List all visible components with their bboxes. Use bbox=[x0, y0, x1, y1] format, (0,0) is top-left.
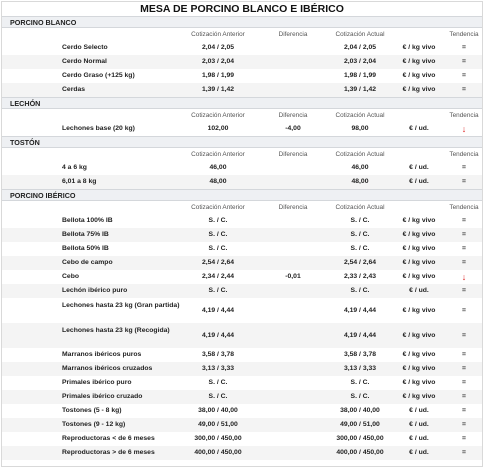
trend-indicator: = bbox=[462, 332, 466, 339]
section-porcino-iberico bbox=[2, 189, 482, 460]
price-unit: € / kg vivo bbox=[402, 231, 436, 238]
trend-indicator: = bbox=[462, 58, 466, 65]
product-name: 6,01 a 8 kg bbox=[62, 178, 97, 185]
header-cotizacion-actual: Cotización Actual bbox=[335, 204, 385, 211]
trend-indicator: = bbox=[462, 365, 466, 372]
current-price: 2,04 / 2,05 bbox=[343, 44, 377, 51]
header-diferencia: Diferencia bbox=[278, 31, 308, 38]
table-row bbox=[2, 284, 482, 298]
previous-price: 3,58 / 3,78 bbox=[201, 351, 235, 358]
product-name: Bellota 50% IB bbox=[62, 245, 109, 252]
table-row bbox=[2, 242, 482, 256]
price-board bbox=[1, 1, 483, 467]
trend-indicator: = bbox=[462, 351, 466, 358]
current-price: 38,00 / 40,00 bbox=[340, 407, 380, 414]
price-difference bbox=[256, 418, 330, 432]
price-difference: -4,00 bbox=[285, 125, 301, 132]
current-price: S. / C. bbox=[350, 217, 370, 224]
previous-price: 2,34 / 2,44 bbox=[201, 273, 235, 280]
trend-indicator: = bbox=[462, 44, 466, 51]
table-row bbox=[2, 323, 482, 348]
table-row bbox=[2, 298, 482, 323]
previous-price: 2,04 / 2,05 bbox=[201, 44, 235, 51]
price-difference bbox=[256, 298, 330, 323]
previous-price: 38,00 / 40,00 bbox=[198, 407, 238, 414]
current-price: 46,00 bbox=[351, 164, 369, 171]
product-name: Primales ibérico cruzado bbox=[62, 393, 143, 400]
current-price: 49,00 / 51,00 bbox=[340, 421, 380, 428]
header-cotizacion-actual: Cotización Actual bbox=[335, 31, 385, 38]
page-title: MESA DE PORCINO BLANCO E IBÉRICO bbox=[140, 3, 344, 15]
table-row bbox=[2, 41, 482, 55]
table-row bbox=[2, 432, 482, 446]
price-difference bbox=[256, 242, 330, 256]
price-unit: € / ud. bbox=[409, 435, 429, 442]
section-porcino-blanco bbox=[2, 16, 482, 97]
price-difference bbox=[256, 214, 330, 228]
price-difference bbox=[256, 228, 330, 242]
price-difference bbox=[256, 390, 330, 404]
previous-price: S. / C. bbox=[208, 231, 228, 238]
price-difference bbox=[256, 362, 330, 376]
previous-price: 300,00 / 450,00 bbox=[194, 435, 242, 442]
price-unit: € / kg vivo bbox=[402, 86, 436, 93]
previous-price: 46,00 bbox=[209, 164, 227, 171]
price-difference bbox=[256, 323, 330, 348]
price-difference: -0,01 bbox=[285, 273, 301, 280]
current-price: 4,19 / 4,44 bbox=[343, 307, 377, 314]
previous-price: S. / C. bbox=[208, 245, 228, 252]
previous-price: 1,39 / 1,42 bbox=[201, 86, 235, 93]
trend-indicator: = bbox=[462, 287, 466, 294]
trend-indicator: = bbox=[462, 435, 466, 442]
product-name: Cerdo Selecto bbox=[62, 44, 108, 51]
previous-price: 49,00 / 51,00 bbox=[198, 421, 238, 428]
product-name: Marranos ibéricos puros bbox=[62, 351, 142, 358]
table-row bbox=[2, 270, 482, 284]
table-row bbox=[2, 362, 482, 376]
trend-indicator: = bbox=[462, 421, 466, 428]
table-row bbox=[2, 175, 482, 189]
price-difference bbox=[256, 256, 330, 270]
current-price: S. / C. bbox=[350, 379, 370, 386]
previous-price: 4,19 / 4,44 bbox=[201, 307, 235, 314]
table-row bbox=[2, 446, 482, 460]
previous-price: S. / C. bbox=[208, 287, 228, 294]
price-difference bbox=[256, 348, 330, 362]
price-difference bbox=[256, 175, 330, 189]
trend-indicator: = bbox=[462, 231, 466, 238]
price-unit: € / ud. bbox=[409, 287, 429, 294]
price-unit: € / kg vivo bbox=[402, 332, 436, 339]
trend-indicator: = bbox=[462, 307, 466, 314]
product-name: Lechones hasta 23 kg (Recogida) bbox=[62, 327, 170, 334]
price-unit: € / kg vivo bbox=[402, 58, 436, 65]
table-row bbox=[2, 404, 482, 418]
column-header-row bbox=[2, 109, 482, 122]
trend-indicator: = bbox=[462, 164, 466, 171]
previous-price: S. / C. bbox=[208, 379, 228, 386]
table-row bbox=[2, 55, 482, 69]
price-unit: € / kg vivo bbox=[402, 307, 436, 314]
header-diferencia: Diferencia bbox=[278, 112, 308, 119]
header-cotizacion-actual: Cotización Actual bbox=[335, 112, 385, 119]
section-lechon bbox=[2, 97, 482, 136]
product-name: Cebo de campo bbox=[62, 259, 113, 266]
header-tendencia: Tendencia bbox=[449, 112, 479, 119]
price-unit: € / ud. bbox=[409, 164, 429, 171]
table-row bbox=[2, 256, 482, 270]
price-difference bbox=[256, 446, 330, 460]
product-name: Bellota 100% IB bbox=[62, 217, 113, 224]
section-title: PORCINO IBÉRICO bbox=[2, 189, 482, 201]
header-tendencia: Tendencia bbox=[449, 31, 479, 38]
section-title: TOSTÓN bbox=[2, 136, 482, 148]
price-unit: € / kg vivo bbox=[402, 351, 436, 358]
previous-price: 1,98 / 1,99 bbox=[201, 72, 235, 79]
table-row bbox=[2, 161, 482, 175]
product-name: Lechones base (20 kg) bbox=[62, 125, 135, 132]
product-name: Cebo bbox=[62, 273, 79, 280]
price-unit: € / ud. bbox=[409, 407, 429, 414]
price-unit: € / kg vivo bbox=[402, 393, 436, 400]
section-toston bbox=[2, 136, 482, 189]
price-difference bbox=[256, 41, 330, 55]
current-price: 98,00 bbox=[351, 125, 369, 132]
price-unit: € / kg vivo bbox=[402, 365, 436, 372]
price-unit: € / ud. bbox=[409, 449, 429, 456]
product-name: 4 a 6 kg bbox=[62, 164, 87, 171]
header-tendencia: Tendencia bbox=[449, 204, 479, 211]
price-unit: € / kg vivo bbox=[402, 273, 436, 280]
previous-price: 4,19 / 4,44 bbox=[201, 332, 235, 339]
header-cotizacion-anterior: Cotización Anterior bbox=[191, 31, 245, 38]
product-name: Primales ibérico puro bbox=[62, 379, 132, 386]
previous-price: S. / C. bbox=[208, 393, 228, 400]
current-price: 2,33 / 2,43 bbox=[343, 273, 377, 280]
current-price: S. / C. bbox=[350, 245, 370, 252]
table-row bbox=[2, 348, 482, 362]
current-price: 1,39 / 1,42 bbox=[343, 86, 377, 93]
current-price: S. / C. bbox=[350, 393, 370, 400]
price-difference bbox=[256, 284, 330, 298]
price-unit: € / kg vivo bbox=[402, 379, 436, 386]
price-difference bbox=[256, 376, 330, 390]
table-row bbox=[2, 69, 482, 83]
product-name: Lechón ibérico puro bbox=[62, 287, 128, 294]
header-cotizacion-anterior: Cotización Anterior bbox=[191, 204, 245, 211]
price-unit: € / kg vivo bbox=[402, 72, 436, 79]
current-price: S. / C. bbox=[350, 231, 370, 238]
previous-price: 48,00 bbox=[209, 178, 227, 185]
product-name: Marranos ibéricos cruzados bbox=[62, 365, 153, 372]
trend-indicator: = bbox=[462, 449, 466, 456]
previous-price: 102,00 bbox=[207, 125, 229, 132]
table-row bbox=[2, 122, 482, 136]
current-price: S. / C. bbox=[350, 287, 370, 294]
section-title: LECHÓN bbox=[2, 97, 482, 109]
current-price: 2,54 / 2,64 bbox=[343, 259, 377, 266]
trend-indicator: = bbox=[462, 178, 466, 185]
product-name: Cerdo Normal bbox=[62, 58, 107, 65]
column-header-row bbox=[2, 148, 482, 161]
price-difference bbox=[256, 404, 330, 418]
trend-indicator: = bbox=[462, 379, 466, 386]
previous-price: 400,00 / 450,00 bbox=[194, 449, 242, 456]
price-unit: € / kg vivo bbox=[402, 259, 436, 266]
previous-price: 3,13 / 3,33 bbox=[201, 365, 235, 372]
trend-indicator: = bbox=[462, 86, 466, 93]
product-name: Cerdo Graso (+125 kg) bbox=[62, 72, 135, 79]
column-header-row bbox=[2, 28, 482, 41]
product-name: Reproductoras < de 6 meses bbox=[62, 435, 155, 442]
previous-price: 2,54 / 2,64 bbox=[201, 259, 235, 266]
trend-indicator: = bbox=[462, 407, 466, 414]
header-tendencia: Tendencia bbox=[449, 151, 479, 158]
current-price: 3,58 / 3,78 bbox=[343, 351, 377, 358]
section-title: PORCINO BLANCO bbox=[2, 16, 482, 28]
price-unit: € / ud. bbox=[409, 125, 429, 132]
price-unit: € / ud. bbox=[409, 421, 429, 428]
previous-price: S. / C. bbox=[208, 217, 228, 224]
current-price: 4,19 / 4,44 bbox=[343, 332, 377, 339]
price-unit: € / kg vivo bbox=[402, 44, 436, 51]
table-row bbox=[2, 376, 482, 390]
product-name: Reproductoras > de 6 meses bbox=[62, 449, 155, 456]
price-difference bbox=[256, 83, 330, 97]
column-header-row bbox=[2, 201, 482, 214]
trend-indicator: = bbox=[462, 72, 466, 79]
current-price: 3,13 / 3,33 bbox=[343, 365, 377, 372]
price-unit: € / ud. bbox=[409, 178, 429, 185]
trend-indicator: = bbox=[462, 217, 466, 224]
table-row bbox=[2, 390, 482, 404]
current-price: 300,00 / 450,00 bbox=[336, 435, 384, 442]
arrow-down-icon: ↓ bbox=[461, 124, 467, 134]
current-price: 2,03 / 2,04 bbox=[343, 58, 377, 65]
current-price: 400,00 / 450,00 bbox=[336, 449, 384, 456]
current-price: 48,00 bbox=[351, 178, 369, 185]
trend-indicator: = bbox=[462, 393, 466, 400]
product-name: Bellota 75% IB bbox=[62, 231, 109, 238]
table-row bbox=[2, 214, 482, 228]
table-row bbox=[2, 83, 482, 97]
product-name: Tostones (5 - 8 kg) bbox=[62, 407, 122, 414]
trend-indicator: = bbox=[462, 245, 466, 252]
header-diferencia: Diferencia bbox=[278, 204, 308, 211]
arrow-down-icon: ↓ bbox=[461, 272, 467, 282]
price-unit: € / kg vivo bbox=[402, 217, 436, 224]
previous-price: 2,03 / 2,04 bbox=[201, 58, 235, 65]
header-diferencia: Diferencia bbox=[278, 151, 308, 158]
price-difference bbox=[256, 69, 330, 83]
price-difference bbox=[256, 432, 330, 446]
table-row bbox=[2, 228, 482, 242]
header-cotizacion-actual: Cotización Actual bbox=[335, 151, 385, 158]
header-cotizacion-anterior: Cotización Anterior bbox=[191, 112, 245, 119]
product-name: Tostones (9 - 12 kg) bbox=[62, 421, 126, 428]
trend-indicator: = bbox=[462, 259, 466, 266]
header-cotizacion-anterior: Cotización Anterior bbox=[191, 151, 245, 158]
price-difference bbox=[256, 161, 330, 175]
table-row bbox=[2, 418, 482, 432]
product-name: Cerdas bbox=[62, 86, 86, 93]
product-name: Lechones hasta 23 kg (Gran partida) bbox=[62, 302, 180, 309]
current-price: 1,98 / 1,99 bbox=[343, 72, 377, 79]
price-unit: € / kg vivo bbox=[402, 245, 436, 252]
price-difference bbox=[256, 55, 330, 69]
